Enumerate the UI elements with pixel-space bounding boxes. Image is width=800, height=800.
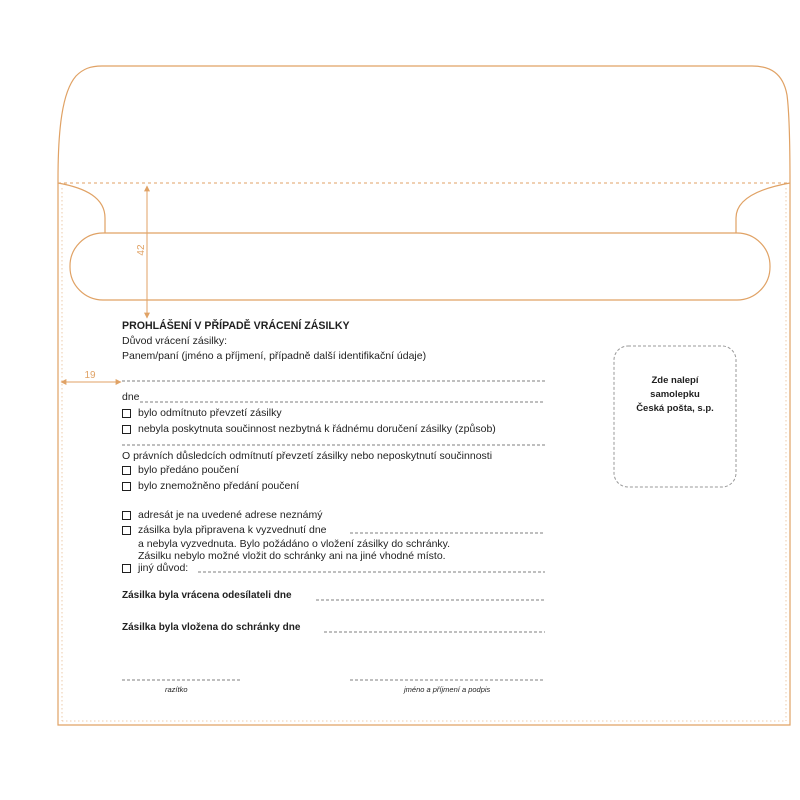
- instruction-prevented-checkbox[interactable]: [122, 482, 131, 491]
- no-cooperation-option-label: nebyla poskytnuta součinnost nezbytná k řádnému doručení zásilky (způsob): [138, 423, 496, 435]
- reason-label: Důvod vrácení zásilky:: [122, 335, 228, 347]
- refusal-checkbox[interactable]: [122, 409, 131, 418]
- instruction-prevented-label: bylo znemožněno předání poučení: [138, 480, 300, 492]
- not-collected-continuation-1: a nebyla vyzvednuta. Bylo požádáno o vložení zásilky do schránky.: [138, 538, 451, 550]
- no-cooperation-checkbox[interactable]: [122, 425, 131, 434]
- stamp-label: razítko: [165, 685, 188, 694]
- placed-in-mailbox-label: Zásilka byla vložena do schránky dne: [122, 622, 301, 633]
- top-dimension-label: 42: [136, 244, 147, 256]
- inner-flap-strip: [70, 233, 770, 300]
- left-dimension-label: 19: [84, 370, 96, 381]
- addressee-unknown-label: adresát je na uvedené adrese neznámý: [138, 509, 323, 521]
- signature-label: jméno a příjmení a podpis: [404, 685, 491, 694]
- form-title: PROHLÁŠENÍ V PŘÍPADĚ VRÁCENÍ ZÁSILKY: [122, 320, 350, 332]
- other-reason-checkbox[interactable]: [122, 564, 131, 573]
- other-reason-label: jiný důvod:: [138, 562, 189, 574]
- sticker-line-3: Česká pošta, s.p.: [636, 403, 714, 414]
- date-label: dne: [122, 391, 140, 403]
- sticker-placeholder-box: [614, 346, 736, 487]
- not-collected-label: zásilka byla připravena k vyzvednutí dne: [138, 524, 327, 536]
- instruction-heading: O právních důsledcích odmítnutí převzetí zásilky nebo neposkytnutí součinnosti: [122, 450, 493, 462]
- refusal-option-label: bylo odmítnuto převzetí zásilky: [138, 407, 282, 419]
- right-side-tab: [736, 183, 790, 233]
- instruction-given-label: bylo předáno poučení: [138, 464, 239, 476]
- returned-to-sender-label: Zásilka byla vrácena odesílateli dne: [122, 590, 292, 601]
- sticker-line-1: Zde nalepí: [651, 375, 699, 386]
- recipient-label: Panem/paní (jméno a příjmení, případně další identifikační údaje): [122, 350, 427, 362]
- left-side-tab: [58, 183, 105, 233]
- sticker-line-2: samolepku: [650, 389, 700, 400]
- not-collected-checkbox[interactable]: [122, 526, 131, 535]
- not-collected-continuation-2: Zásilku nebylo možné vložit do schránky ani na jiné vhodné místo.: [138, 550, 446, 562]
- instruction-given-checkbox[interactable]: [122, 466, 131, 475]
- addressee-unknown-checkbox[interactable]: [122, 511, 131, 520]
